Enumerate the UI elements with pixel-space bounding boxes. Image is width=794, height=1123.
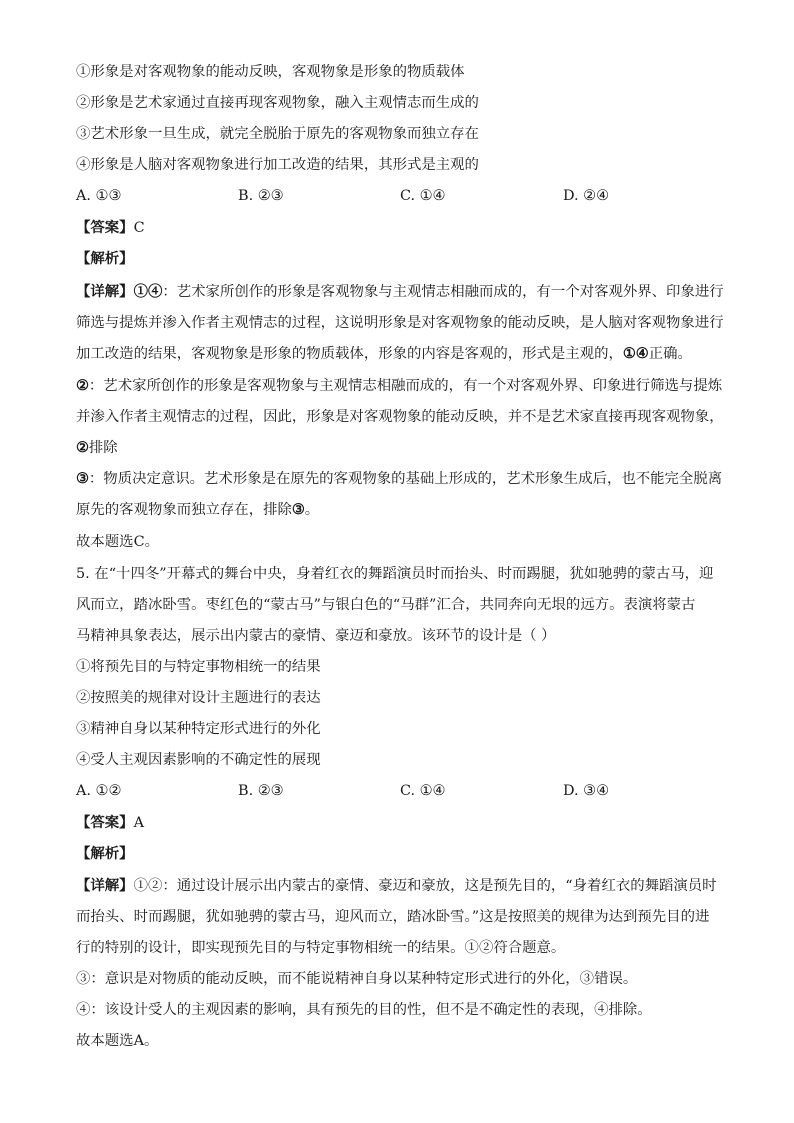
q5-stem-line-1: 5. 在“十四冬”开幕式的舞台中央，身着红衣的舞蹈演员时而抬头、时而踢腿，犹如驰骋的蒙古马，迎 bbox=[76, 566, 714, 582]
q5-detail-line-5: ④：该设计受人的主观因素的影响，具有预先的目的性，但不是不确定性的表现，④排除。 bbox=[76, 1002, 652, 1018]
q4-answer bbox=[76, 218, 145, 238]
q5-detail-line-1: 【详解】①②：通过设计展示出内蒙古的豪情、豪迈和豪放，这是预先目的，“身着红衣的舞蹈演员时 bbox=[76, 877, 717, 894]
q5-option-c: C. ①④ bbox=[400, 783, 446, 799]
q4-explain-2-line-3: ②排除 bbox=[76, 439, 118, 456]
detail-label: 【详解】 bbox=[76, 877, 134, 894]
q5-statement-4: ④受人主观因素影响的不确定性的展现 bbox=[76, 752, 321, 768]
q4-explain-2-line-1: ②：艺术家所创作的形象是客观物象与主观情志相融而成的，有一个对客观外界、印象进行筛选与提炼 bbox=[76, 377, 723, 394]
q4-explain-3-line-2: 原先的客观物象而独立存在，排除③。 bbox=[76, 501, 320, 518]
answer-label: 【答案】 bbox=[76, 814, 134, 831]
answer-label: 【答案】 bbox=[76, 219, 134, 236]
detail-label: 【详解】 bbox=[76, 283, 134, 300]
q4-explain-3-line-1: ③：物质决定意识。艺术形象是在原先的客观物象的基础上形成的，艺术形象生成后，也不能完全脱离 bbox=[76, 470, 723, 487]
q4-option-d: D. ②④ bbox=[563, 188, 609, 204]
q4-detail-line-2: 筛选与提炼并渗入作者主观情志的过程，这说明形象是对客观物象的能动反映，是人脑对客观物象进行 bbox=[76, 315, 724, 331]
q5-stem-line-2: 风而立，踏冰卧雪。枣红色的“蒙古马”与银白色的“马群”汇合，共同奔向无垠的远方。表演将蒙古 bbox=[76, 597, 696, 613]
q5-conclusion: 故本题选A。 bbox=[76, 1033, 159, 1049]
detail-nums: ①④ bbox=[133, 283, 163, 300]
answer-value: C bbox=[133, 220, 145, 236]
q5-answer bbox=[76, 813, 144, 833]
q4-conclusion: 故本题选C。 bbox=[76, 534, 159, 550]
q5-stem-line-3: 马精神具象表达，展示出内蒙古的豪情、豪迈和豪放。该环节的设计是（ ） bbox=[76, 628, 556, 644]
q5-statement-3: ③精神自身以某种特定形式进行的外化 bbox=[76, 721, 321, 737]
detail-correct-nums: ①④ bbox=[622, 345, 649, 362]
q5-detail-line-4: ③：意识是对物质的能动反映，而不能说精神自身以某种特定形式进行的外化，③错误。 bbox=[76, 971, 638, 987]
q4-option-a: A. ①③ bbox=[76, 188, 122, 204]
q4-analysis-label: 【解析】 bbox=[76, 250, 134, 267]
q5-detail-line-2: 而抬头、时而踢腿，犹如驰骋的蒙古马，迎风而立，踏冰卧雪。”这是按照美的规律为达到预先目的进 bbox=[76, 909, 710, 925]
q5-statement-1: ①将预先目的与特定事物相统一的结果 bbox=[76, 659, 321, 675]
q4-option-b: B. ②③ bbox=[238, 188, 284, 204]
q5-option-a: A. ①② bbox=[76, 783, 122, 799]
q5-analysis-label: 【解析】 bbox=[76, 845, 134, 862]
q4-detail-line-1: 【详解】①④：艺术家所创作的形象是客观物象与主观情志相融而成的，有一个对客观外界、印象进行 bbox=[76, 283, 724, 300]
answer-value: A bbox=[133, 815, 144, 831]
q4-statement-3: ③艺术形象一旦生成，就完全脱胎于原先的客观物象而独立存在 bbox=[76, 126, 479, 142]
q5-option-b: B. ②③ bbox=[238, 783, 284, 799]
q4-option-c: C. ①④ bbox=[400, 188, 446, 204]
q5-option-d: D. ③④ bbox=[563, 783, 609, 799]
q4-detail-line-3: 加工改造的结果，客观物象是形象的物质载体，形象的内容是客观的，形式是主观的，①④正确。 bbox=[76, 345, 692, 362]
q5-detail-line-3: 行的特别的设计，即实现预先目的与特定事物相统一的结果。①②符合题意。 bbox=[76, 940, 566, 956]
q4-explain-2-line-2: 并渗入作者主观情志的过程，因此，形象是对客观物象的能动反映，并不是艺术家直接再现客观物象， bbox=[76, 409, 724, 425]
q5-statement-2: ②按照美的规律对设计主题进行的表达 bbox=[76, 690, 321, 706]
q4-statement-2: ②形象是艺术家通过直接再现客观物象，融入主观情志而生成的 bbox=[76, 95, 479, 111]
q4-statement-4: ④形象是人脑对客观物象进行加工改造的结果，其形式是主观的 bbox=[76, 157, 479, 173]
q4-statement-1: ①形象是对客观物象的能动反映，客观物象是形象的物质载体 bbox=[76, 64, 465, 80]
